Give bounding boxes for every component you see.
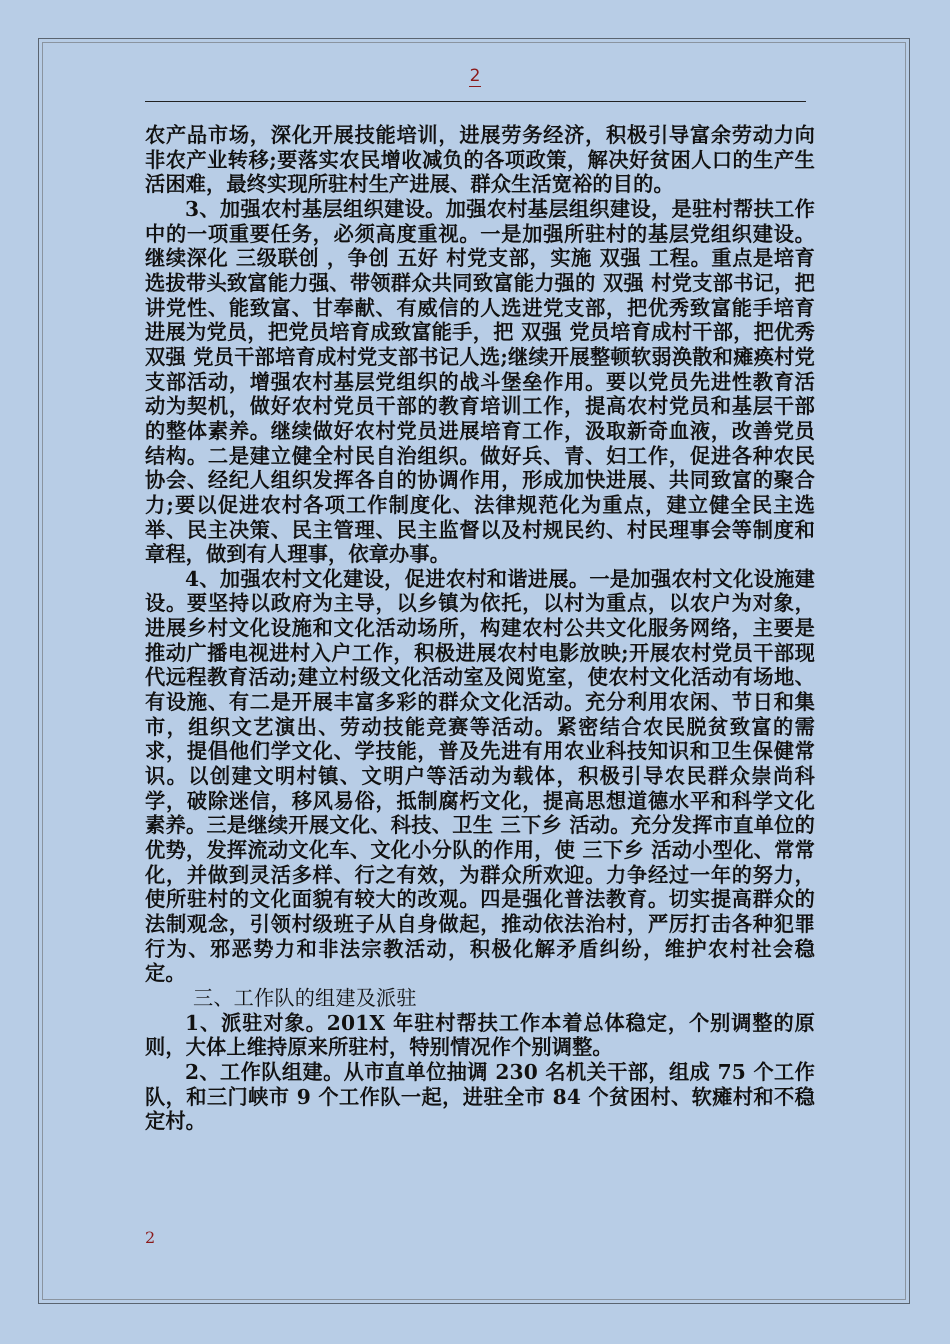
paragraph-grassroots-organization: 3、加强农村基层组织建设。加强农村基层组织建设，是驻村帮扶工作中的一项重要任务，必须高度重视。一是加强所驻村的基层党组织建设。继续深化 三级联创 ，争创 五好 村党支部，实施 双强 工程。重点是培育选拔带头致富能力强、带领群众共同致富能力强的 双强 村党支部书记，把讲党性、能致富、甘奉献、有威信的人选进党支部，把优秀致富能手培育进展为党员，把党员培育成致富能手，把 双强 党员培育成村干部，把优秀 双强 党员干部培育成村党支部书记人选;继续开展整顿软弱涣散和瘫痪村党支部活动，增强农村基层党组织的战斗堡垒作用。要以党员先进性教育活动为契机，做好农村党员干部的教育培训工作，提高农村党员和基层干部的整体素养。继续做好农村党员进展培育工作，汲取新奇血液，改善党员结构。二是建立健全村民自治组织。做好兵、青、妇工作，促进各种农民协会、经纪人组织发挥各自的协调作用，形成加快进展、共同致富的聚合力;要以促进农村各项工作制度化、法律规范化为重点，建立健全民主选举、民主决策、民主管理、民主监督以及村规民约、村民理事会等制度和章程，做到有人理事，依章办事。 — [145, 196, 815, 567]
footer-page-number: 2 — [145, 1228, 156, 1247]
document-body — [145, 123, 815, 1134]
paragraph-dispatch-target: 1、派驻对象。201X 年驻村帮扶工作本着总体稳定，个别调整的原则，大体上维持原来所驻村，特别情况作个别调整。 — [145, 1010, 815, 1060]
header-divider — [145, 101, 806, 102]
section-heading-work-team: 三、工作队的组建及派驻 — [193, 985, 417, 1010]
paragraph-team-formation: 2、工作队组建。从市直单位抽调 230 名机关干部，组成 75 个工作队，和三门峡市 9 个工作队一起，进驻全市 84 个贫困村、软瘫村和不稳定村。 — [145, 1059, 815, 1134]
paragraph-continuation: 农产品市场，深化开展技能培训，进展劳务经济，积极引导富余劳动力向非农产业转移;要落实农民增收减负的各项政策，解决好贫困人口的生产生活困难，最终实现所驻村生产进展、群众生活宽裕的目的。 — [145, 123, 815, 197]
header-page-number-text: 2 — [469, 66, 481, 86]
header-page-number — [0, 66, 950, 86]
paragraph-rural-culture: 4、加强农村文化建设，促进农村和谐进展。一是加强农村文化设施建设。要坚持以政府为主导，以乡镇为依托，以村为重点，以农户为对象，进展乡村文化设施和文化活动场所，构建农村公共文化服务网络，主要是推动广播电视进村入户工作，积极进展农村电影放映;开展农村党员干部现代远程教育活动;建立村级文化活动室及阅览室，使农村文化活动有场地、有设施、有二是开展丰富多彩的群众文化活动。充分利用农闲、节日和集市，组织文艺演出、劳动技能竞赛等活动。紧密结合农民脱贫致富的需求，提倡他们学文化、学技能，普及先进有用农业科技知识和卫生保健常识。以创建文明村镇、文明户等活动为载体，积极引导农民群众崇尚科学，破除迷信，移风易俗，抵制腐朽文化，提高思想道德水平和科学文化素养。三是继续开展文化、科技、卫生 三下乡 活动。充分发挥市直单位的优势，发挥流动文化车、文化小分队的作用，使 三下乡 活动小型化、常常化，并做到灵活多样、行之有效，为群众所欢迎。力争经过一年的努力，使所驻村的文化面貌有较大的改观。四是强化普法教育。切实提高群众的法制观念，引领村级班子从自身做起，推动依法治村，严厉打击各种犯罪行为、邪恶势力和非法宗教活动，积极化解矛盾纠纷，维护农村社会稳定。 — [145, 566, 815, 986]
